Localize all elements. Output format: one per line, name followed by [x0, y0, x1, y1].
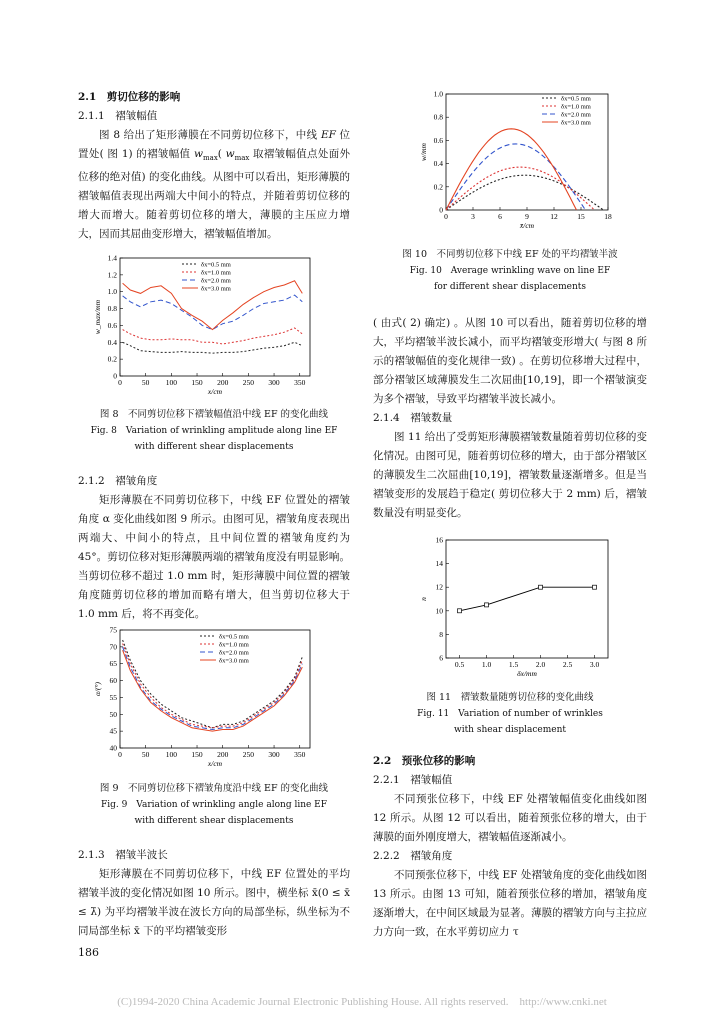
legend-entry: δx=3.0 mm	[561, 119, 591, 127]
paragraph: 不同预张位移下，中线 EF 处褶皱幅值变化曲线如图 12 所示。从图 12 可以看出，随着预张位移的增大，由于薄膜的面外刚度增大，褶皱幅值逐渐减小。	[373, 793, 647, 843]
x-tick-label: 0.5	[454, 660, 465, 669]
figure-11	[418, 534, 618, 688]
caption-en: with different shear displacements	[134, 442, 294, 452]
x-tick-label: 3.0	[589, 660, 600, 669]
caption-zh: 图 8 不同剪切位移下褶皱幅值沿中线 EF 的变化曲线	[99, 409, 329, 420]
legend-entry: δx=0.5 mm	[219, 633, 249, 641]
figure-11-caption	[373, 690, 647, 738]
x-tick-label: 300	[268, 378, 280, 387]
y-axis-label: w/mm	[419, 143, 428, 161]
x-tick-label: 100	[165, 378, 177, 387]
y-tick-label: 1.0	[107, 287, 117, 297]
data-point	[539, 585, 543, 589]
y-axis-label: w_max/mm	[93, 299, 102, 335]
y-tick-label: 60	[109, 676, 117, 686]
x-tick-label: 250	[242, 750, 255, 759]
y-tick-label: 65	[109, 659, 117, 669]
y-tick-label: 1.2	[107, 270, 117, 280]
x-tick-label: 150	[191, 378, 203, 387]
x-tick-label: 1.0	[481, 660, 492, 669]
legend-entry: δx=1.0 mm	[201, 269, 231, 277]
y-axis-label: α/(°)	[93, 681, 102, 697]
y-tick-label: 10	[435, 606, 443, 616]
legend-entry: δx=1.0 mm	[219, 641, 249, 649]
x-tick-label: 0	[118, 750, 122, 759]
fig10-chart	[418, 88, 618, 238]
y-tick-label: 8	[439, 629, 443, 639]
legend-entry: δx=0.5 mm	[561, 95, 591, 103]
series-line	[123, 650, 303, 731]
x-tick-label: 50	[141, 750, 150, 759]
y-tick-label: 6	[439, 653, 443, 663]
x-tick-label: 9	[525, 212, 529, 221]
caption-zh: 图 9 不同剪切位移下褶皱角度沿中线 EF 的变化曲线	[99, 783, 329, 794]
series-line	[123, 641, 303, 728]
fig9-chart	[80, 624, 318, 774]
y-tick-label: 0.6	[433, 135, 443, 145]
caption-en: Fig. 9 Variation of wrinkling angle along line EF	[100, 800, 328, 810]
text-run: 位置处( 图 1) 的褶皱幅值	[78, 129, 350, 160]
series-line	[446, 129, 577, 210]
caption-zh: 图 11 褶皱数量随剪切位移的变化曲线	[426, 692, 594, 703]
series-line	[446, 167, 595, 210]
y-axis-label: n	[419, 597, 428, 601]
x-tick-label: 350	[294, 750, 306, 759]
y-tick-label: 55	[109, 692, 117, 702]
subsection-heading: 2.1.1 褶皱幅值	[78, 110, 158, 122]
section-heading: 2.1 剪切位移的影响	[78, 91, 181, 103]
x-tick-label: 0	[118, 378, 122, 387]
series-line	[123, 328, 303, 344]
x-tick-label: 200	[217, 378, 229, 387]
x-tick-label: 300	[268, 750, 280, 759]
text-run: EF	[320, 129, 336, 141]
subsection-heading: 2.1.3 褶皱半波长	[78, 849, 168, 861]
x-axis-label: x̄/cm	[519, 221, 535, 230]
text-run: (	[217, 148, 226, 160]
y-tick-label: 14	[435, 559, 443, 569]
y-tick-label: 0.8	[433, 112, 443, 122]
y-tick-label: 0.4	[433, 159, 443, 169]
right-column-bottom	[373, 752, 647, 942]
series-line	[446, 175, 604, 210]
paragraph: ( 由式( 2) 确定) 。从图 10 可以看出，随着剪切位移的增大，平均褶皱半波长减小，而平均褶皱变形增大( 与图 8 所示的褶皱幅值的变化规律一致) 。在剪切位移增大过程中，部分褶皱区域薄膜发生二次屈曲[10,19]，即一个褶皱演变为多个褶皱，导致平均褶皱半波长减小。	[373, 317, 647, 405]
y-tick-label: 0.6	[107, 320, 117, 330]
right-column-top	[373, 314, 647, 523]
series-line	[123, 647, 303, 730]
figure-8-caption	[78, 407, 350, 455]
math-subscript: max	[234, 154, 250, 163]
x-tick-label: 18	[604, 212, 612, 221]
x-tick-label: 100	[165, 750, 177, 759]
legend-entry: δx=3.0 mm	[219, 657, 249, 665]
legend-entry: δx=2.0 mm	[219, 649, 249, 657]
x-tick-label: 150	[191, 750, 203, 759]
math-subscript: max	[203, 154, 218, 163]
x-tick-label: 350	[294, 378, 306, 387]
data-point	[593, 585, 597, 589]
caption-en: Fig. 10 Average wrinkling wave on line EF	[409, 266, 611, 276]
x-tick-label: 2.0	[535, 660, 546, 669]
y-tick-label: 1.4	[107, 253, 117, 263]
x-tick-label: 250	[242, 378, 255, 387]
y-tick-label: 75	[109, 625, 117, 635]
subsection-heading: 2.2.2 褶皱角度	[373, 850, 453, 862]
caption-zh: 图 10 不同剪切位移下中线 EF 处的平均褶皱半波	[402, 249, 618, 260]
fig8-chart	[80, 252, 318, 400]
caption-en: Fig. 8 Variation of wrinkling amplitude along line EF	[90, 426, 338, 436]
legend-entry: δx=2.0 mm	[201, 277, 231, 285]
series-line	[123, 640, 303, 728]
x-tick-label: 50	[141, 378, 150, 387]
series-line	[460, 587, 595, 611]
caption-en: Fig. 11 Variation of number of wrinkles	[417, 709, 603, 719]
x-tick-label: 15	[577, 212, 585, 221]
caption-en: with shear displacement	[453, 725, 567, 735]
left-column-bottom	[78, 846, 350, 941]
subsection-heading: 2.1.2 褶皱角度	[78, 475, 158, 487]
caption-en: with different shear displacements	[134, 816, 294, 826]
copyright-footer: (C)1994-2020 China Academic Journal Electronic Publishing House. All rights reserved. http://www.cnki.net	[117, 996, 607, 1008]
y-tick-label: 0	[439, 205, 443, 215]
text-run: 取褶皱幅值点处面外位移的绝对值) 的变化曲线。从图中可以看出，矩形薄膜的褶皱幅值表现出两端大中间小的特点，并随着剪切位移的增大而增大。随着剪切位移的增大，薄膜的主压应力增大，因而其屈曲变形增大，褶皱幅值增加。	[78, 148, 351, 241]
y-tick-label: 0.2	[107, 354, 117, 364]
y-tick-label: 1.0	[433, 89, 443, 99]
series-line	[123, 342, 303, 353]
subsection-heading: 2.1.4 褶皱数量	[373, 412, 453, 424]
series-line	[446, 144, 586, 210]
figure-10	[418, 88, 618, 242]
y-tick-label: 0.4	[107, 337, 117, 347]
paragraph: 矩形薄膜在不同剪切位移下，中线 EF 位置处的平均褶皱半波的变化情况如图 10 所示。图中，横坐标 x̄(0 ≤ x̄ ≤ λ̄) 为平均褶皱半波在波长方向的局部坐标，纵坐标为不同局部坐标 x̄ 下的平均褶皱变形	[78, 868, 350, 937]
x-tick-label: 6	[498, 212, 502, 221]
paragraph	[78, 126, 350, 244]
x-tick-label: 1.5	[508, 660, 519, 669]
figure-9	[80, 624, 318, 778]
y-tick-label: 0	[113, 371, 117, 381]
data-point	[485, 603, 489, 607]
text-run: 图 8 给出了矩形薄膜在不同剪切位移下，中线	[99, 129, 321, 141]
data-point	[458, 609, 462, 613]
x-axis-label: x/cm	[207, 759, 223, 768]
x-tick-label: 2.5	[562, 660, 573, 669]
y-tick-label: 40	[109, 743, 117, 753]
series-line	[123, 295, 303, 330]
figure-10-caption	[373, 247, 647, 295]
figure-9-caption	[78, 781, 350, 829]
left-column-middle	[78, 472, 350, 624]
x-tick-label: 12	[550, 212, 558, 221]
left-column-top	[78, 88, 350, 244]
y-tick-label: 0.2	[433, 182, 443, 192]
legend-entry: δx=0.5 mm	[201, 261, 231, 269]
y-tick-label: 16	[435, 535, 443, 545]
paragraph: 图 11 给出了受剪矩形薄膜褶皱数量随着剪切位移的变化情况。由图可见，随着剪切位移的增大，由于部分褶皱区的薄膜发生二次屈曲[10,19]，褶皱数量逐渐增多。但是当褶皱变形的发展趋于稳定( 剪切位移大于 2 mm) 后，褶皱数量没有明显变化。	[373, 431, 647, 519]
legend-entry: δx=2.0 mm	[561, 111, 591, 119]
caption-en: for different shear displacements	[434, 282, 586, 292]
math-symbol: w	[225, 148, 235, 160]
y-tick-label: 12	[435, 582, 443, 592]
x-tick-label: 3	[471, 212, 475, 221]
x-axis-label: x/cm	[207, 387, 223, 396]
subsection-heading: 2.2.1 褶皱幅值	[373, 774, 453, 786]
y-tick-label: 50	[109, 709, 117, 719]
paragraph: 不同预张位移下，中线 EF 处褶皱角度的变化曲线如图 13 所示。由图 13 可知，随着预张位移的增加，褶皱角度逐渐增大，在中间区域最为显著。薄膜的褶皱方向与主拉应力方向一致，在水平剪切应力 τ	[373, 869, 647, 938]
y-tick-label: 70	[109, 642, 117, 652]
y-tick-label: 45	[109, 726, 117, 736]
legend-entry: δx=3.0 mm	[201, 285, 231, 293]
x-axis-label: δx/mm	[517, 669, 537, 678]
plot-frame	[446, 540, 608, 658]
fig11-chart	[418, 534, 618, 684]
legend-entry: δx=1.0 mm	[561, 103, 591, 111]
page-number: 186	[78, 946, 99, 959]
math-symbol: w	[194, 148, 204, 160]
x-tick-label: 0	[444, 212, 448, 221]
figure-8	[80, 252, 318, 404]
x-tick-label: 200	[217, 750, 229, 759]
y-tick-label: 0.8	[107, 304, 117, 314]
paragraph: 矩形薄膜在不同剪切位移下，中线 EF 位置处的褶皱角度 α 变化曲线如图 9 所示。由图可见，褶皱角度表现出两端大、中间小的特点，且中间位置的褶皱角度约为 45°。剪切位移对矩形薄膜两端的褶皱角度没有明显影响。当剪切位移不超过 1.0 mm 时，矩形薄膜中间位置的褶皱角度随剪切位移的增加而略有增大，但当剪切位移大于 1.0 mm 后，将不再变化。	[78, 494, 350, 620]
section-heading: 2.2 预张位移的影响	[373, 755, 476, 767]
